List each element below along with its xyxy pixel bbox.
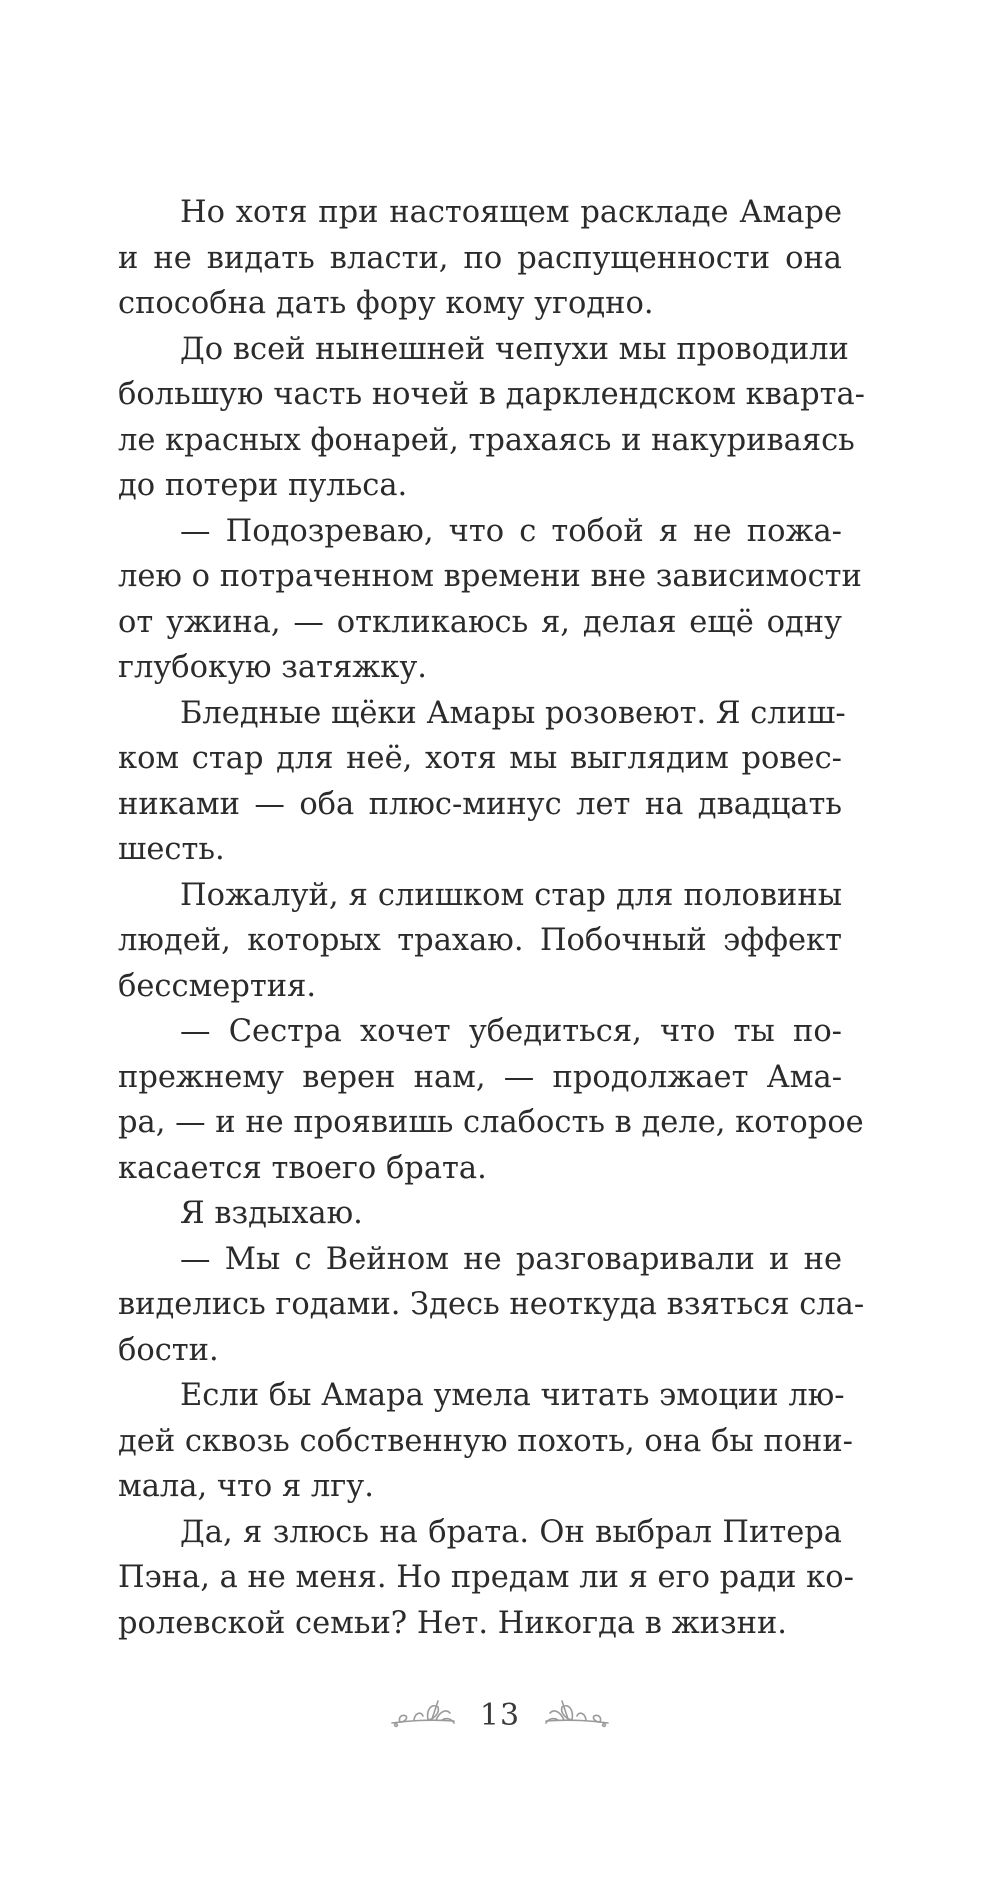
text-line: Но хотя при настоящем раскладе Амаре [180,195,842,230]
text-line: ролевской семьи? Нет. Никогда в жизни. [118,1605,787,1641]
text-line: — Подозреваю, что с тобой я не пожа- [180,513,842,549]
text-line: большую часть ночей в дарклендском кварта- [118,377,865,412]
floral-ornament-icon [540,1695,612,1735]
text-line: Пэна, а не меня. Но предам ли я его ради ко- [118,1560,854,1595]
text-line: никами — оба плюс-минус лет на двадцать [118,786,842,822]
text-line: глубокую затяжку. [118,650,427,685]
text-line: лею о потраченном времени вне зависимости [118,559,862,594]
text-line: бости. [118,1332,219,1368]
text-line: дей сквозь собственную похоть, она бы пони- [118,1423,853,1459]
text-line: — Сестра хочет убедиться, что ты по- [180,1014,842,1049]
text-line: Пожалуй, я слишком стар для половины [180,877,842,913]
text-line: Если бы Амара умела читать эмоции лю- [180,1378,845,1413]
text-line: касается твоего брата. [118,1150,487,1186]
floral-ornament-icon [388,1695,460,1735]
text-line: ле красных фонарей, трахаясь и накуриваясь [118,422,855,458]
text-line: людей, которых трахаю. Побочный эффект [118,923,842,958]
text-line: виделись годами. Здесь неоткуда взяться сла- [118,1287,865,1322]
text-line: прежнему верен нам, — продолжает Ама- [118,1059,842,1095]
text-line: — Мы с Вейном не разговаривали и не [180,1241,842,1277]
text-line: до потери пульса. [118,468,408,503]
text-line: Я вздыхаю. [180,1196,363,1231]
page-number: 13 [479,1697,521,1733]
text-line: от ужина, — откликаюсь я, делая ещё одну [118,604,842,640]
text-line: и не видать власти, по распущенности она [118,240,842,276]
page-footer [0,1690,1000,1740]
text-line: мала, что я лгу. [118,1469,374,1504]
text-line: Да, я злюсь на брата. Он выбрал Питера [180,1514,842,1550]
page-body [118,190,865,1646]
text-line: способна дать фору кому угодно. [118,286,654,321]
text-line: До всей нынешней чепухи мы проводили [180,331,849,367]
text-line: шесть. [118,832,225,867]
text-line: Бледные щёки Амары розовеют. Я слиш- [180,695,846,731]
text-line: бессмертия. [118,968,317,1004]
text-line: ком стар для неё, хотя мы выглядим ровес- [118,741,842,776]
text-line: ра, — и не проявишь слабость в деле, которое [118,1105,864,1140]
